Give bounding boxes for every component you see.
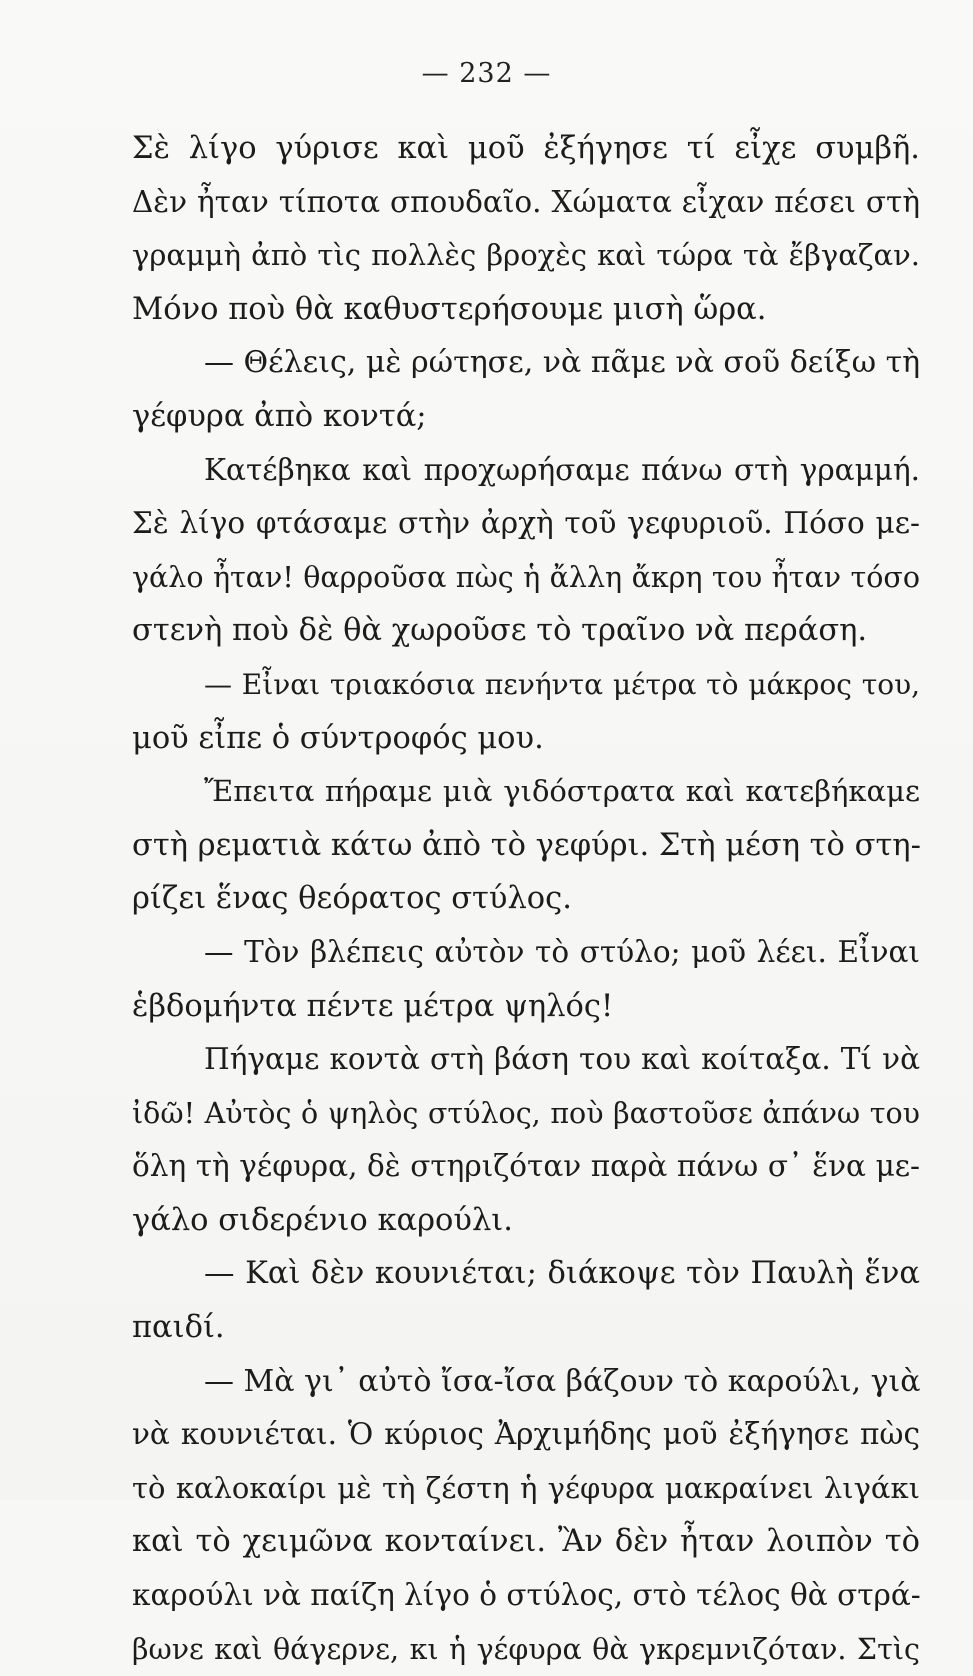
- text-line: στενὴ ποὺ δὲ θὰ χωροῦσε τὸ τραῖνο νὰ περάση.: [132, 613, 868, 649]
- text-line: Κατέβηκα καὶ προχωρήσαμε πάνω στὴ γραμμή.: [204, 452, 920, 487]
- text-line: Ἔπειτα πήραμε μιὰ γιδόστρατα καὶ κατεβήκαμε: [204, 774, 920, 809]
- text-line: γάλο σιδερένιο καρούλι.: [132, 1202, 513, 1238]
- text-line: καρούλι νὰ παίζη λίγο ὁ στύλος, στὸ τέλος θὰ στρά-: [132, 1578, 921, 1613]
- text-line: στὴ ρεματιὰ κάτω ἀπὸ τὸ γεφύρι. Στὴ μέση τὸ στη-: [132, 827, 921, 863]
- body-text: [132, 122, 920, 1676]
- text-line: γάλο ἦταν! θαρροῦσα πὼς ἡ ἄλλη ἄκρη του ἦταν τόσο: [132, 560, 920, 594]
- text-line: ἑβδομήντα πέντε μέτρα ψηλός!: [132, 988, 614, 1024]
- text-line: — Εἶναι τριακόσια πενήντα μέτρα τὸ μάκρος του,: [204, 667, 920, 701]
- text-line: — Τὸν βλέπεις αὐτὸν τὸ στύλο; μοῦ λέει. Εἶναι: [204, 934, 920, 969]
- text-line: ρίζει ἕνας θεόρατος στύλος.: [132, 881, 572, 917]
- text-line: γέφυρα ἀπὸ κοντά;: [132, 398, 427, 434]
- text-line: ἰδῶ! Αὐτὸς ὁ ψηλὸς στύλος, ποὺ βαστοῦσε ἀπάνω του: [132, 1096, 920, 1130]
- text-line: Σὲ λίγο φτάσαμε στὴν ἀρχὴ τοῦ γεφυριοῦ. Πόσο με-: [132, 506, 920, 541]
- text-line: μοῦ εἶπε ὁ σύντροφός μου.: [132, 720, 544, 756]
- text-line: — Θέλεις, μὲ ρώτησε, νὰ πᾶμε νὰ σοῦ δείξω τὴ: [204, 345, 921, 381]
- text-line: καὶ τὸ χειμῶνα κονταίνει. Ἂν δὲν ἦταν λοιπὸν τὸ: [132, 1524, 920, 1560]
- text-line: τὸ καλοκαίρι μὲ τὴ ζέστη ἡ γέφυρα μακραίνει λιγάκι: [132, 1470, 920, 1505]
- page-number: — 232 —: [421, 58, 552, 89]
- text-line: ὅλη τὴ γέφυρα, δὲ στηριζόταν παρὰ πάνω σ᾽ ἕνα με-: [132, 1149, 920, 1184]
- text-line: Μόνο ποὺ θὰ καθυστερήσουμε μισὴ ὥρα.: [132, 291, 767, 327]
- text-line: βωνε καὶ θάγερνε, κι ἡ γέφυρα θὰ γκρεμνιζόταν. Στὶς: [132, 1632, 920, 1666]
- text-line: Πήγαμε κοντὰ στὴ βάση του καὶ κοίταξα. Τί νὰ: [204, 1042, 920, 1077]
- text-line: γραμμὴ ἀπὸ τὶς πολλὲς βροχὲς καὶ τώρα τὰ ἔβγαζαν.: [132, 238, 920, 273]
- text-line: Δὲν ἦταν τίποτα σπουδαῖο. Χώματα εἶχαν πέσει στὴ: [132, 184, 920, 219]
- text-line: — Καὶ δὲν κουνιέται; διάκοψε τὸν Παυλὴ ἕνα: [204, 1256, 920, 1292]
- text-line: Σὲ λίγο γύρισε καὶ μοῦ ἐξήγησε τί εἶχε συμβῆ.: [132, 131, 920, 166]
- text-line: παιδί.: [132, 1310, 225, 1346]
- text-line: νὰ κουνιέται. Ὁ κύριος Ἀρχιμήδης μοῦ ἐξήγησε πὼς: [132, 1417, 920, 1452]
- text-line: — Μὰ γι᾽ αὐτὸ ἴσα-ἴσα βάζουν τὸ καρούλι, γιὰ: [204, 1363, 921, 1399]
